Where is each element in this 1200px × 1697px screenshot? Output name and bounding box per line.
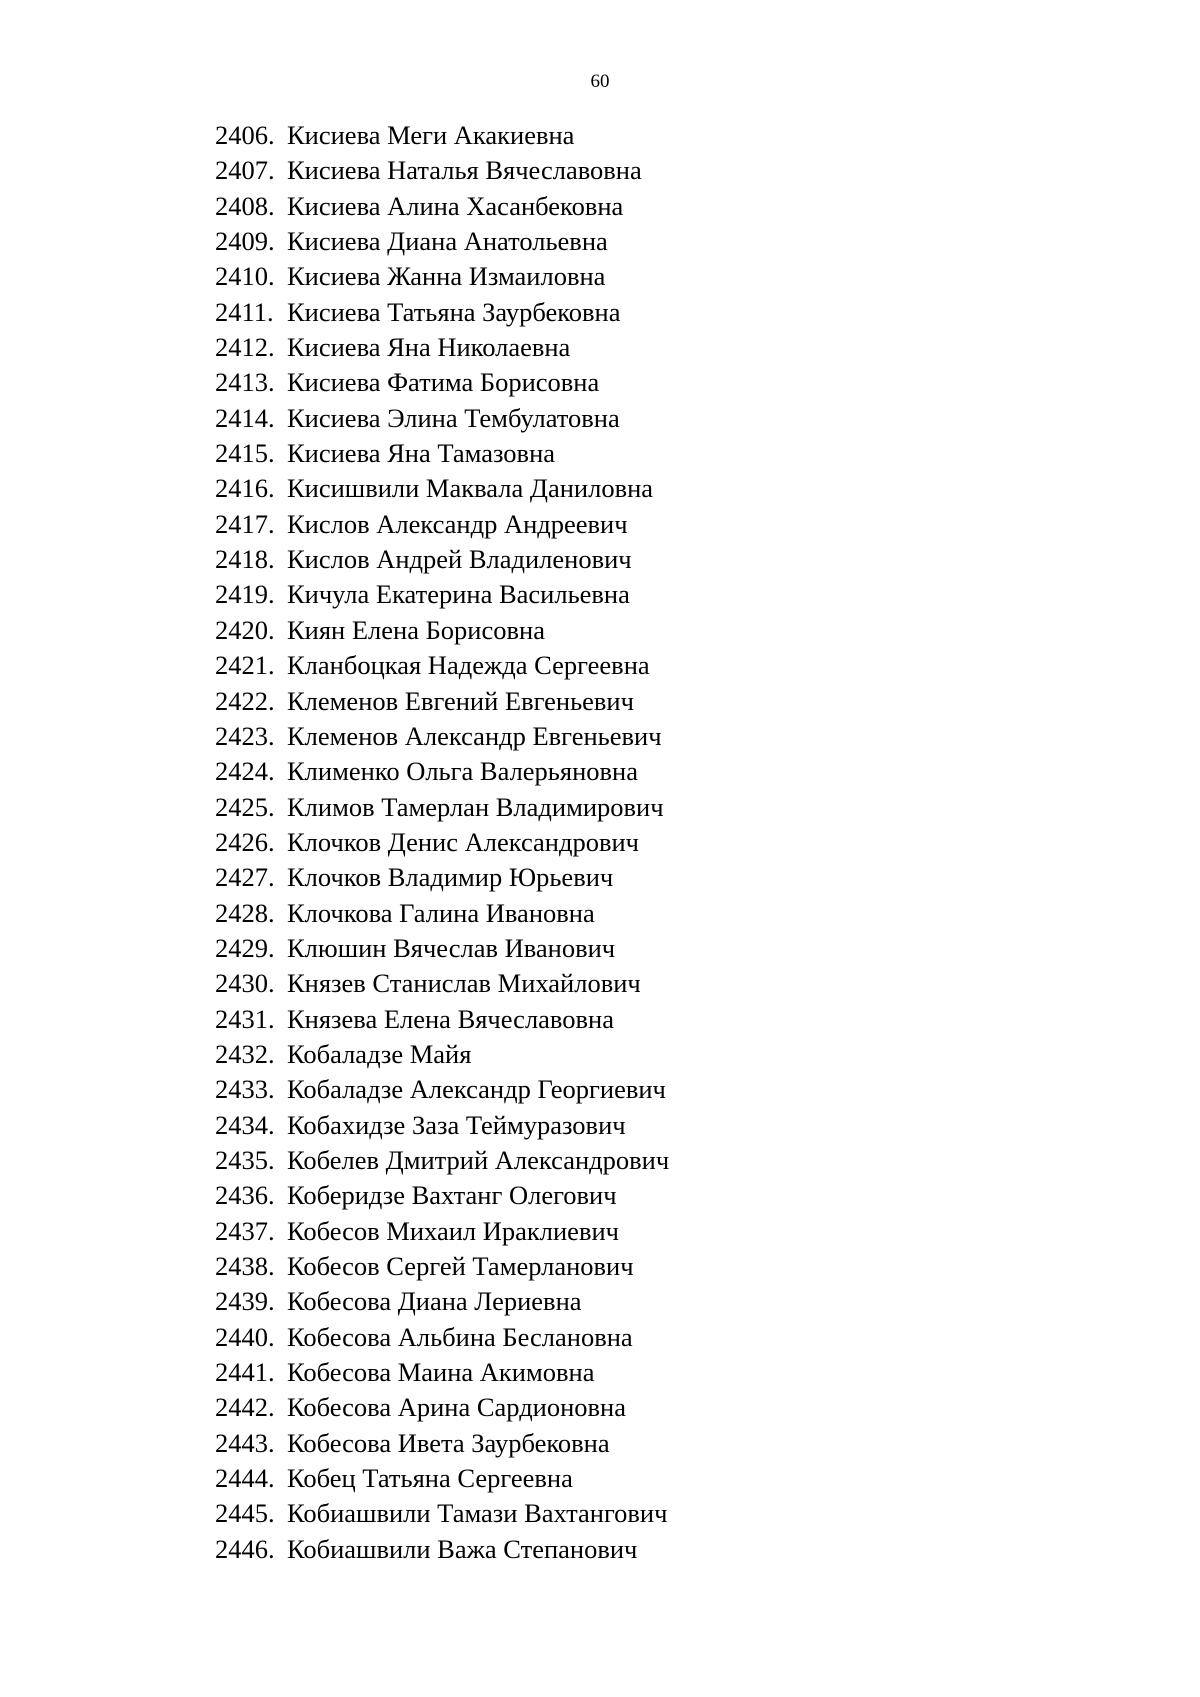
entry-number: 2413. [215, 367, 275, 398]
entry-number: 2430. [215, 968, 275, 999]
list-item [215, 1284, 669, 1319]
list-item [215, 118, 669, 153]
entry-name: Кисишвили Маквала Даниловна [287, 473, 654, 504]
entry-name: Климов Тамерлан Владимирович [287, 791, 664, 822]
list-item [215, 189, 669, 224]
entry-number: 2414. [215, 402, 275, 433]
entry-name: Кисиева Диана Анатольевна [287, 226, 608, 257]
entry-name: Князева Елена Вячеславовна [287, 1003, 614, 1034]
list-item [215, 966, 669, 1001]
entry-name: Кобиашвили Важа Степанович [287, 1533, 638, 1564]
entry-number: 2428. [215, 897, 275, 928]
entry-number: 2410. [215, 261, 275, 292]
entry-name: Князев Станислав Михайлович [287, 968, 641, 999]
entry-name: Кобесов Михаил Ираклиевич [287, 1215, 619, 1246]
entry-name: Кобесова Диана Лериевна [287, 1286, 582, 1317]
entry-number: 2411. [215, 296, 274, 327]
entry-name: Кисиева Алина Хасанбековна [287, 190, 624, 221]
entry-number: 2427. [215, 862, 275, 893]
entry-number: 2412. [215, 332, 275, 363]
entry-number: 2436. [215, 1180, 275, 1211]
entry-name: Кобесова Ивета Заурбековна [287, 1427, 610, 1458]
entry-name: Клеменов Александр Евгеньевич [287, 720, 662, 751]
entry-number: 2424. [215, 756, 275, 787]
name-list [215, 118, 669, 1567]
list-item [215, 896, 669, 931]
entry-name: Кислов Александр Андреевич [287, 508, 628, 539]
entry-number: 2444. [215, 1463, 275, 1494]
entry-number: 2409. [215, 226, 275, 257]
entry-name: Кисиева Жанна Измаиловна [287, 261, 606, 292]
entry-number: 2445. [215, 1498, 275, 1529]
entry-number: 2408. [215, 190, 275, 221]
list-item [215, 330, 669, 365]
list-item [215, 153, 669, 188]
entry-name: Клочков Денис Александрович [287, 826, 639, 857]
entry-number: 2432. [215, 1038, 275, 1069]
list-item [215, 1461, 669, 1496]
list-item [215, 1532, 669, 1567]
entry-number: 2441. [215, 1357, 275, 1388]
list-item [215, 471, 669, 506]
entry-name: Клочкова Галина Ивановна [287, 897, 595, 928]
list-item [215, 613, 669, 648]
entry-name: Кобахидзе Заза Теймуразович [287, 1109, 626, 1140]
list-item [215, 295, 669, 330]
entry-number: 2406. [215, 120, 275, 150]
entry-name: Клюшин Вячеслав Иванович [287, 932, 616, 963]
entry-name: Кобесова Альбина Беслановна [287, 1321, 633, 1352]
entry-number: 2415. [215, 438, 275, 469]
entry-number: 2421. [215, 650, 275, 681]
entry-number: 2446. [215, 1533, 275, 1564]
entry-name: Кисиева Фатима Борисовна [287, 367, 600, 398]
entry-number: 2443. [215, 1427, 275, 1458]
entry-name: Клеменов Евгений Евгеньевич [287, 685, 634, 716]
entry-number: 2434. [215, 1109, 275, 1140]
list-item [215, 507, 669, 542]
entry-number: 2417. [215, 508, 275, 539]
entry-name: Кобесов Сергей Тамерланович [287, 1251, 634, 1281]
entry-number: 2442. [215, 1392, 275, 1423]
entry-number: 2438. [215, 1251, 275, 1281]
entry-name: Клименко Ольга Валерьяновна [287, 756, 638, 787]
list-item [215, 1355, 669, 1390]
entry-name: Кобиашвили Тамази Вахтангович [287, 1498, 668, 1529]
list-item [215, 790, 669, 825]
list-item [215, 1178, 669, 1213]
list-item [215, 542, 669, 577]
entry-number: 2426. [215, 826, 275, 857]
list-item [215, 825, 669, 860]
entry-name: Кислов Андрей Владиленович [287, 544, 632, 575]
entry-number: 2429. [215, 932, 275, 963]
entry-name: Коберидзе Вахтанг Олегович [287, 1180, 617, 1211]
entry-name: Кисиева Татьяна Заурбековна [287, 296, 621, 327]
entry-number: 2425. [215, 791, 275, 822]
entry-name: Кисиева Меги Акакиевна [287, 120, 575, 150]
list-item [215, 860, 669, 895]
entry-name: Кисиева Наталья Вячеславовна [287, 155, 642, 186]
list-item [215, 1496, 669, 1531]
entry-number: 2420. [215, 614, 275, 645]
list-item [215, 1072, 669, 1107]
entry-number: 2407. [215, 155, 275, 186]
list-item [215, 1390, 669, 1425]
list-item [215, 1320, 669, 1355]
list-item [215, 1002, 669, 1037]
list-item [215, 577, 669, 612]
list-item [215, 259, 669, 294]
entry-number: 2437. [215, 1215, 275, 1246]
page-number: 60 [590, 71, 610, 92]
list-item [215, 684, 669, 719]
entry-name: Клочков Владимир Юрьевич [287, 862, 614, 893]
list-item [215, 1037, 669, 1072]
entry-name: Кичула Екатерина Васильевна [287, 579, 630, 610]
list-item [215, 931, 669, 966]
entry-number: 2423. [215, 720, 275, 751]
list-item [215, 224, 669, 259]
entry-name: Кобесова Арина Сардионовна [287, 1392, 627, 1423]
entry-name: Кобелев Дмитрий Александрович [287, 1144, 670, 1175]
entry-number: 2422. [215, 685, 275, 716]
entry-number: 2440. [215, 1321, 275, 1352]
list-item [215, 754, 669, 789]
entry-name: Кисиева Яна Николаевна [287, 332, 571, 363]
entry-name: Киян Елена Борисовна [287, 614, 545, 645]
entry-number: 2435. [215, 1144, 275, 1175]
entry-number: 2418. [215, 544, 275, 575]
list-item [215, 1108, 669, 1143]
list-item [215, 1249, 669, 1284]
entry-number: 2433. [215, 1074, 275, 1105]
list-item [215, 648, 669, 683]
entry-name: Кисиева Элина Тембулатовна [287, 402, 620, 433]
entry-name: Кобаладзе Майя [287, 1038, 472, 1069]
list-item [215, 1143, 669, 1178]
list-item [215, 436, 669, 471]
entry-number: 2431. [215, 1003, 275, 1034]
list-item [215, 1214, 669, 1249]
entry-name: Кланбоцкая Надежда Сергеевна [287, 650, 650, 681]
entry-number: 2439. [215, 1286, 275, 1317]
entry-number: 2419. [215, 579, 275, 610]
list-item [215, 1426, 669, 1461]
entry-name: Кобаладзе Александр Георгиевич [287, 1074, 666, 1105]
entry-number: 2416. [215, 473, 275, 504]
list-item [215, 365, 669, 400]
list-item [215, 401, 669, 436]
entry-name: Кисиева Яна Тамазовна [287, 438, 556, 469]
entry-name: Кобец Татьяна Сергеевна [287, 1463, 573, 1494]
entry-name: Кобесова Маина Акимовна [287, 1357, 595, 1388]
list-item [215, 719, 669, 754]
